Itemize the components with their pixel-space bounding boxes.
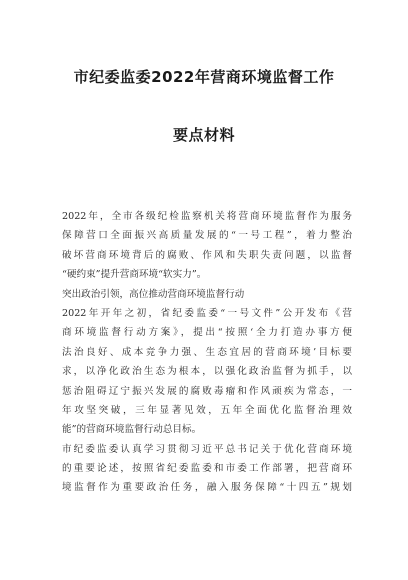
body-line: 2022年开年之初，省纪委监委“一号文件”公开发布《营: [62, 307, 352, 319]
body-line: 保障营口全面振兴高质量发展的“一号工程”，着力整治: [62, 230, 352, 242]
body-line: 年攻坚突破，三年显著见效，五年全面优化监督治理效: [62, 404, 352, 416]
body-line: 市纪委监委认真学习贯彻习近平总书记关于优化营商环境: [62, 443, 352, 455]
body-line: 惩治阻碍辽宁振兴发展的腐败毒瘤和作风顽疾为常态，一: [62, 385, 352, 397]
document-title-line-2: 要点材料: [172, 126, 235, 144]
body-line: 的重要论述，按照省纪委监委和市委工作部署，把营商环: [62, 463, 352, 475]
body-line: 2022年，全市各级纪检监察机关将营商环境监督作为服务: [62, 211, 352, 222]
body-line: 境监督作为重要政治任务，融入服务保障“十四五”规划: [62, 482, 352, 494]
body-line: 能”的营商环境监督行动总目标。: [62, 424, 202, 436]
body-line: 法治良好、成本竞争力强、生态宜居的营商环境’目标要: [62, 346, 352, 358]
document-body: [62, 207, 352, 498]
body-line: 商环境监督行动方案》，提出“按照‘全力打造办事方便: [62, 327, 352, 339]
body-line: 破坏营商环境背后的腐败、作风和失职失责问题，以监督: [62, 249, 352, 261]
body-line: “硬约束”提升营商环境“软实力”。: [62, 269, 207, 281]
document-title-line-1: 市纪委监委2022年营商环境监督工作: [73, 68, 335, 86]
body-line: 求，以净化政治生态为根本，以强化政治监督为抓手，以: [62, 366, 352, 378]
body-line: 突出政治引领，高位推动营商环境监督行动: [62, 288, 245, 300]
